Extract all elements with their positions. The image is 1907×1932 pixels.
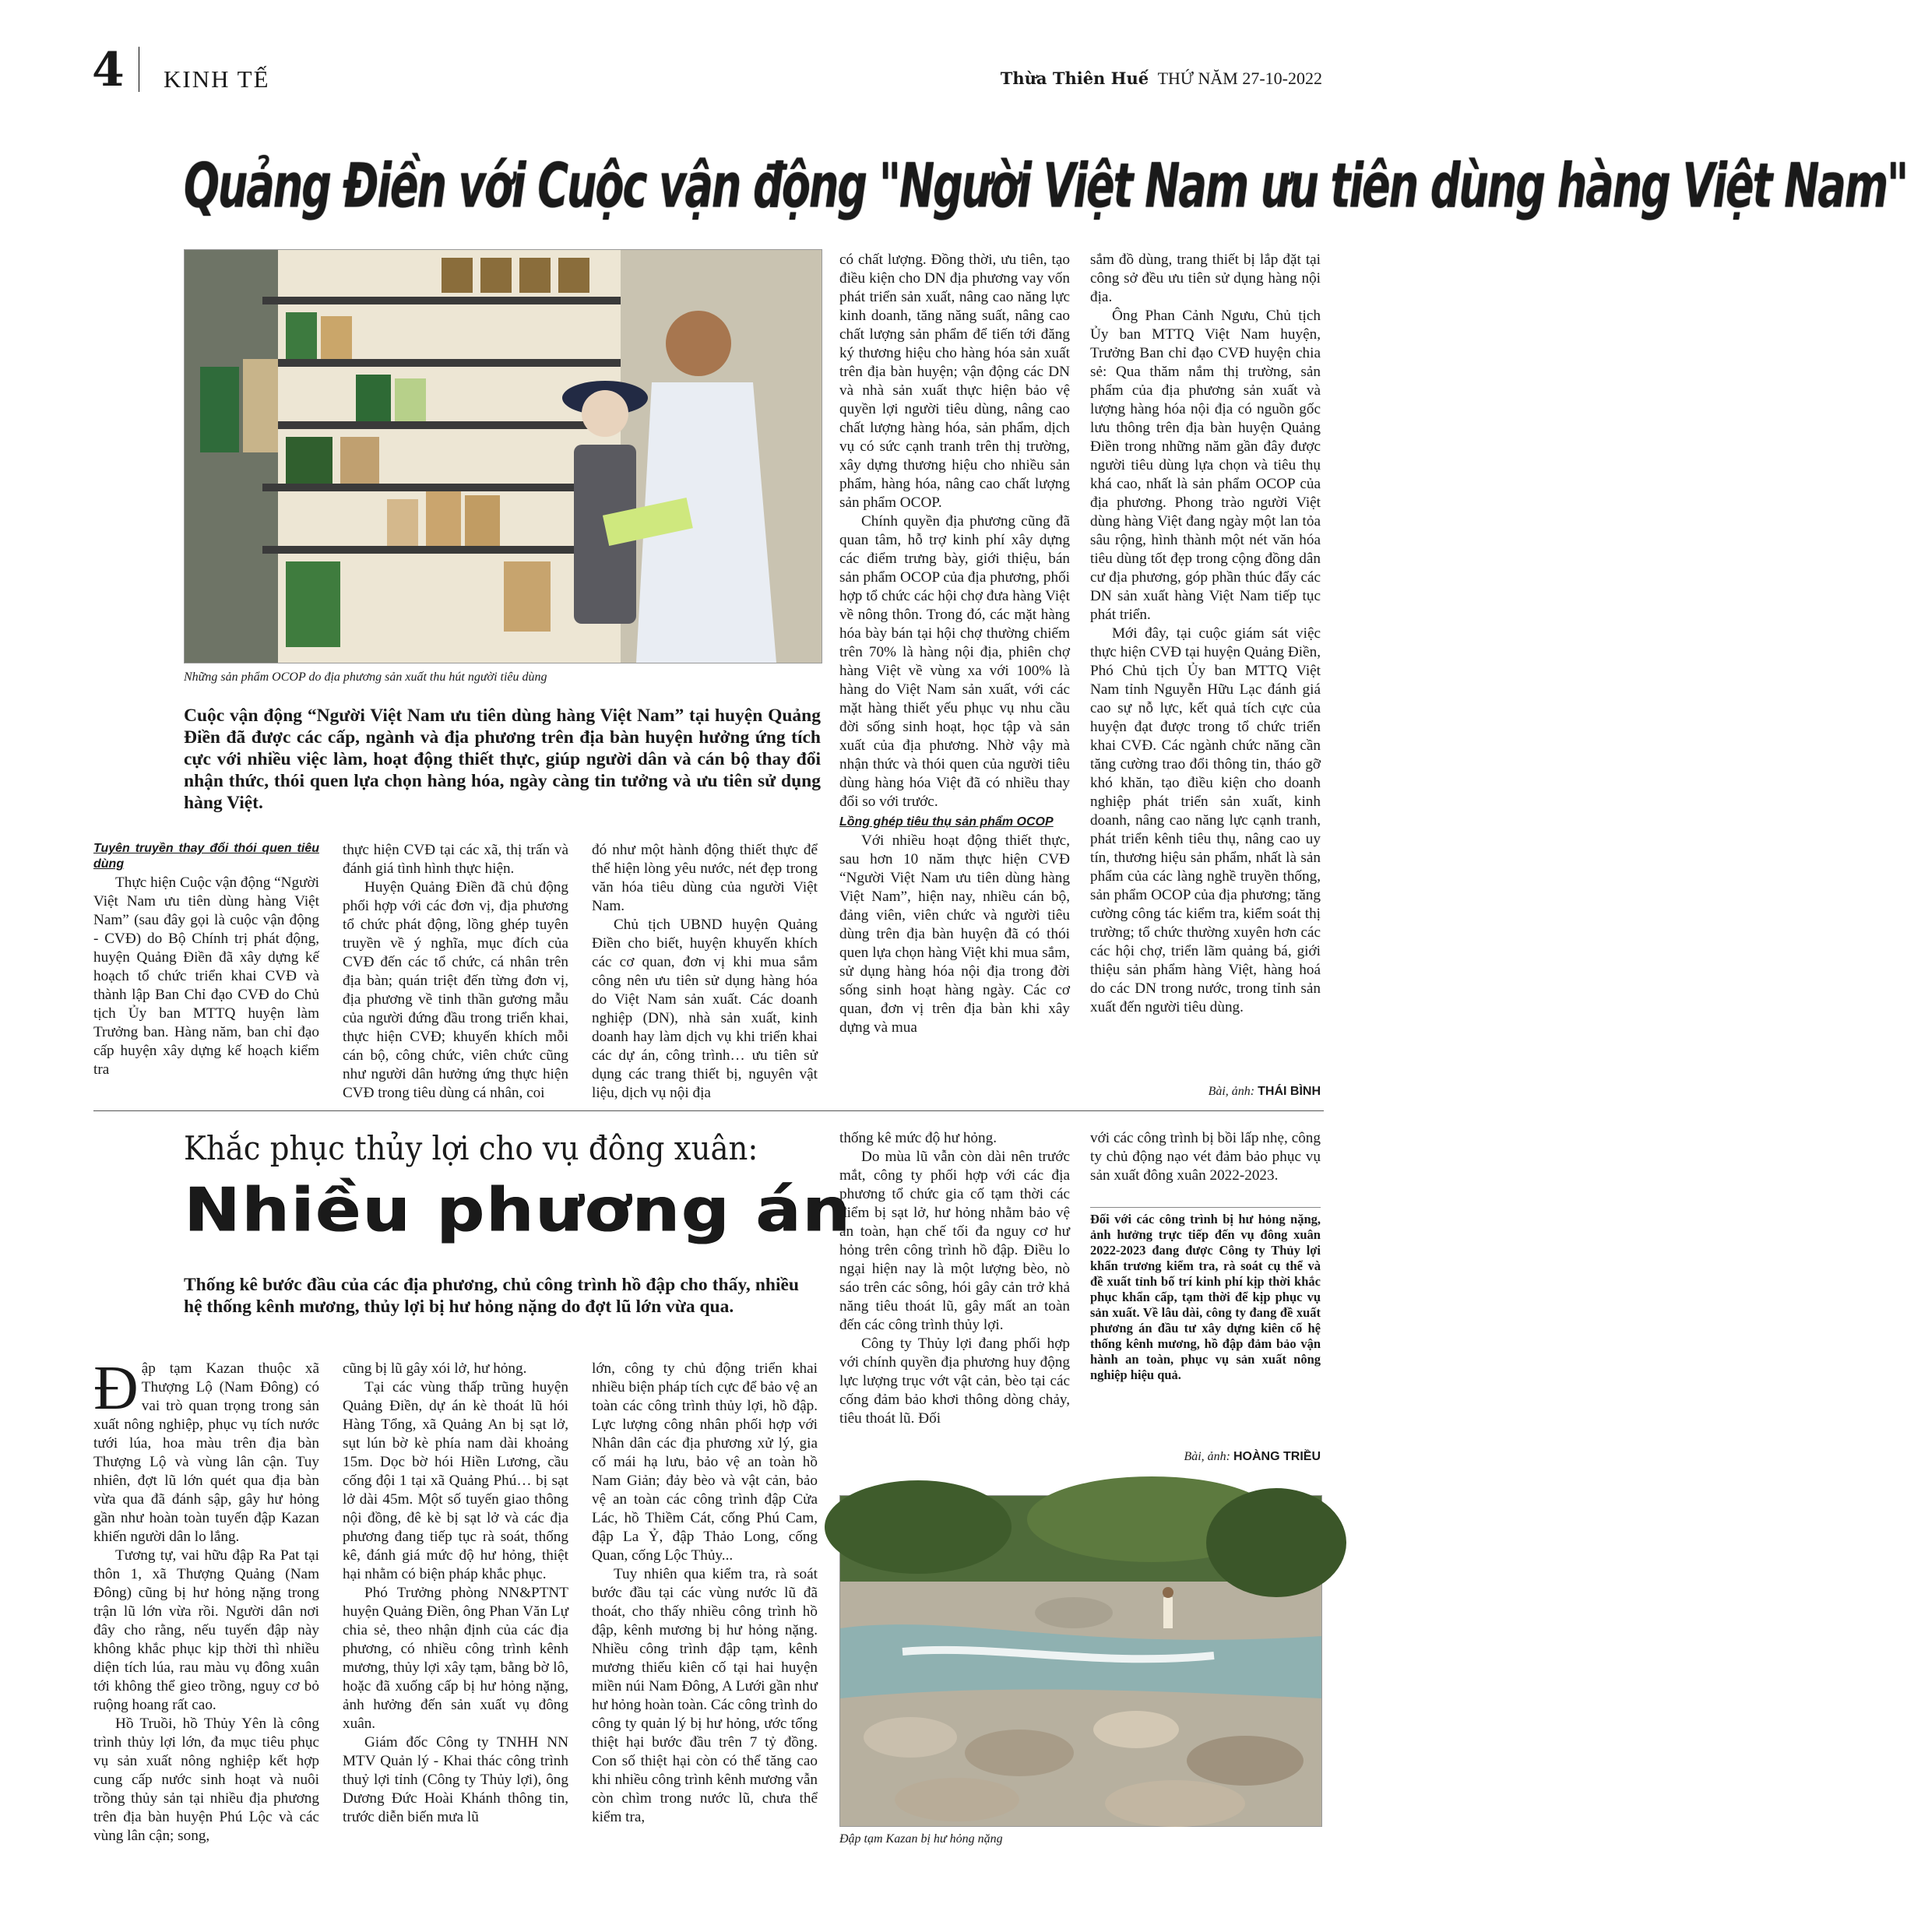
article1-col5 <box>1090 251 1321 1017</box>
byline-label: Bài, ảnh: <box>1208 1085 1255 1098</box>
paragraph: với các công trình bị bồi lấp nhẹ, công ty chủ động nạo vét đảm bảo phục vụ sản xuất đông xuân 2022-2023. <box>1090 1130 1321 1184</box>
masthead <box>1001 69 1322 89</box>
article2-kicker: Khắc phục thủy lợi cho vụ đông xuân: <box>184 1129 758 1167</box>
article2-col2 <box>343 1360 568 1827</box>
byline-label: Bài, ảnh: <box>1184 1450 1230 1463</box>
article-divider <box>93 1110 1324 1111</box>
kazan-dam-photo <box>839 1495 1322 1827</box>
article1-col1 <box>93 841 319 1079</box>
inset-rule <box>1090 1207 1321 1208</box>
river-rocks-illustration <box>840 1496 1321 1826</box>
paragraph: sắm đồ dùng, trang thiết bị lắp đặt tại công sở đều ưu tiên sử dụng hàng nội địa. <box>1090 252 1321 305</box>
paragraph: Công ty Thủy lợi đang phối hợp với chính quyền địa phương huy động lực lượng trục vớt vật cản, bèo tại các cống đảm bảo khơi thông dòng chảy, tiêu thoát lũ. Đối <box>839 1336 1070 1427</box>
paragraph: Giám đốc Công ty TNHH NN MTV Quản lý - Khai thác công trình thuỷ lợi tỉnh (Công ty Thủy lợi), ông Dương Đức Hoài Khánh thông tin, trước diễn biến mưa lũ <box>343 1734 568 1825</box>
paragraph: Đối với các công trình bị hư hỏng nặng, ảnh hưởng trực tiếp đến vụ đông xuân 2022-2023 đang được Công ty Thủy lợi khẩn trương kiểm tra, rà soát cụ thể và đề xuất tỉnh bố trí kinh phí kịp thời khắc phục khẩn cấp, tạm thời để kịp phục vụ sản xuất. Về lâu dài, công ty đang đề xuất phương án đầu tư xây dựng kiên cố hệ thống kênh mương, hồ đập đảm bảo vận hành an toàn, phục vụ sản xuất nông nghiệp hiệu quả. <box>1090 1212 1321 1382</box>
byline-author: THÁI BÌNH <box>1258 1085 1321 1098</box>
article1-col3 <box>592 841 818 1103</box>
paragraph: Do mùa lũ vẫn còn dài nên trước mắt, công ty phối hợp với các địa phương tổ chức gia cố tạm thời các điểm bị sạt lở, hư hỏng nhằm bảo vệ an toàn, hạn chế tối đa nguy cơ hư hỏng trên công trình hồ đập. Điều lo ngại hiện nay là một lượng bèo, nò sáo trên các sông, hói gây cản trở khả năng tiêu thoát lũ, gây mất an toàn đến các công trình thủy lợi. <box>839 1149 1070 1333</box>
article2-col1 <box>93 1354 319 1846</box>
ocop-products-illustration <box>185 250 822 663</box>
article2-col4 <box>839 1129 1070 1428</box>
page-number: 4 <box>92 43 125 97</box>
paragraph: Hồ Truồi, hồ Thủy Yên là công trình thủy lợi lớn, đa mục tiêu phục vụ sản xuất nông nghiệp kết hợp cung cấp nước sinh hoạt và nuôi trồng thủy sản tại nhiều địa phương trên địa bàn huyện Phú Lộc và các vùng lân cận; song, <box>93 1716 319 1844</box>
subhead-long-ghep: Lồng ghép tiêu thụ sản phẩm OCOP <box>839 815 1054 829</box>
paragraph: đó như một hành động thiết thực để thể hiện lòng yêu nước, nét đẹp trong văn hóa tiêu dùng của người Việt Nam. <box>592 842 818 914</box>
ocop-products-photo <box>184 249 822 663</box>
paragraph: Tuy nhiên qua kiểm tra, rà soát bước đầu tại các vùng nước lũ đã thoát, cho thấy nhiều công trình hồ đập, kênh mương bị hư hỏng nặng. Nhiều công trình đập tạm, kênh mương thiếu kiên cố tại hai huyện miền núi Nam Đông, A Lưới gần như hư hỏng hoàn toàn. Các công trình do công ty quản lý bị hư hỏng, ước tổng thiệt hại bước đầu trên 7 tỷ đồng. Con số thiệt hại còn có thể tăng cao khi nhiều công trình kênh mương vẫn còn chìm trong nước lũ, chưa thể kiểm tra, <box>592 1566 818 1825</box>
paragraph: lớn, công ty chủ động triển khai nhiều biện pháp tích cực để bảo vệ an toàn các công trình thủy lợi, hồ đập. Lực lượng công nhân phối hợp với Nhân dân các địa phương xử lý, gia cố mái hạ lưu, bảo vệ an toàn hồ Nam Giản; đảy bèo và vật cản, bảo vệ an toàn các công trình đập Cửa Lác, hồ Thiềm Cát, cống Phú Cam, đập La Ỷ, đập Thảo Long, cống Quan, cống Lộc Thủy... <box>592 1360 818 1564</box>
paragraph: thực hiện CVĐ tại các xã, thị trấn và đánh giá tình hình thực hiện. <box>343 842 568 877</box>
article1-col4 <box>839 251 1070 1037</box>
byline-author: HOÀNG TRIỀU <box>1233 1450 1321 1463</box>
paragraph <box>93 1354 319 1547</box>
paragraph: Tương tự, vai hữu đập Ra Pat tại thôn 1, xã Thượng Quảng (Nam Đông) cũng bị hư hỏng nặng trong trận lũ lớn vừa rồi. Người dân nơi đây cho rằng, nếu tuyến đập này không khắc phục kịp thời thì nhiều diện tích lúa, rau màu vụ đông xuân tới không thể gieo trồng, nguy cơ bỏ ruộng hoang rất cao. <box>93 1547 319 1713</box>
paragraph: Huyện Quảng Điền đã chủ động phối hợp với các đơn vị, địa phương tổ chức phát động, lồng ghép tuyên truyền về ý nghĩa, mục đích của CVĐ đến các tổ chức, cá nhân trên địa bàn; quán triệt đến từng đơn vị, địa phương về tinh thần gương mẫu của người đứng đầu trong triển khai, thực hiện CVĐ; khuyến khích mỗi cán bộ, công chức, viên chức cũng như người dân hưởng ứng thực hiện CVĐ trong tiêu dùng cá nhân, coi <box>343 879 568 1101</box>
paragraph: Chính quyền địa phương cũng đã quan tâm, hỗ trợ kinh phí xây dựng các điểm trưng bày, giới thiệu, bán sản phẩm OCOP của địa phương, phối hợp tổ chức các hội chợ đưa hàng Việt về nông thôn. Trong đó, các mặt hàng hóa bày bán tại hội chợ thường chiếm trên 70% là hàng nội địa, phiên chợ hàng Việt về vùng xa với 100% là hàng do Việt Nam sản xuất, với các mặt hàng thiết yếu phục vụ nhu cầu đời sống sinh hoạt, học tập và sản xuất của địa phương. Nhờ vậy mà nhận thức và thói quen của người tiêu dùng hàng hóa Việt đã có nhiều thay đổi so với trước. <box>839 513 1070 810</box>
paragraph: có chất lượng. Đồng thời, ưu tiên, tạo điều kiện cho DN địa phương vay vốn phát triển sản xuất, nâng cao năng lực kinh doanh, tăng năng suất, nâng cao chất lượng sản phẩm để tiến tới đăng ký thương hiệu cho hàng hóa sản xuất trên địa bàn huyện; vận động các DN và nhà sản xuất thực hiện bảo vệ quyền lợi người tiêu dùng, nâng cao chất lượng hàng hóa, sản phẩm, dịch vụ có sức cạnh tranh trên thị trường, xây dựng thương hiệu cho nhiều sản phẩm, hàng hóa, nâng cao chất lượng sản phẩm OCOP. <box>839 252 1070 511</box>
paragraph: thống kê mức độ hư hỏng. <box>839 1130 997 1146</box>
paragraph: Thực hiện Cuộc vận động “Người Việt Nam ưu tiên dùng hàng Việt Nam” (sau đây gọi là cuộc vận động - CVĐ) do Bộ Chính trị phát động, huyện Quảng Điền đã xây dựng kế hoạch tổ chức triển khai CVĐ và thành lập Ban Chỉ đạo CVĐ do Chủ tịch Ủy ban MTTQ huyện làm Trưởng ban. Hàng năm, ban chỉ đạo cấp huyện xây dựng kế hoạch kiểm tra <box>93 875 319 1078</box>
dropcap: Đ <box>93 1354 139 1423</box>
article2-col3 <box>592 1360 818 1827</box>
article1-byline <box>1090 1085 1321 1099</box>
article2-headline: Nhiều phương án <box>184 1175 852 1246</box>
paragraph: cũng bị lũ gây xói lở, hư hỏng. <box>343 1360 527 1377</box>
paragraph: Mới đây, tại cuộc giám sát việc thực hiện CVĐ tại huyện Quảng Điền, Phó Chủ tịch Ủy ban MTTQ Việt Nam tỉnh Nguyễn Hữu Lạc đánh giá cao sự nỗ lực, kết quả tích cực của huyện đạt được trong tổ chức triển khai CVĐ. Các ngành chức năng cần tăng cường trao đổi thông tin, tháo gỡ khó khăn, tạo điều kiện cho doanh nghiệp phát triển sản xuất, kinh doanh, nâng cao năng lực cạnh tranh, phát triển kênh tiêu thụ, nâng cao uy tín, thương hiệu sản phẩm, nhất là sản phẩm của các làng nghề truyền thống, sản phẩm OCOP của địa phương; tăng cường công tác kiểm tra, kiểm soát thị trường; tổ chức thường xuyên hơn các các hội chợ, triển lãm quảng bá, giới thiệu sản phẩm hàng Việt, hàng hoá do các DN trong nước, trong tỉnh sản xuất đến người tiêu dùng. <box>1090 625 1321 1015</box>
paragraph: Phó Trưởng phòng NN&PTNT huyện Quảng Điền, ông Phan Văn Lự chia sẻ, theo nhận định của các địa phương, có nhiều công trình kênh mương, thủy lợi xây tạm, bằng bờ lô, hoặc đã xuống cấp bị hư hỏng nặng, ảnh hưởng đến sản xuất vụ đông xuân. <box>343 1585 568 1732</box>
issue-date: THỨ NĂM 27-10-2022 <box>1157 69 1322 88</box>
article2-col5 <box>1090 1129 1321 1185</box>
paragraph: Với nhiều hoạt động thiết thực, sau hơn 10 năm thực hiện CVĐ “Người Việt Nam ưu tiên dùng hàng Việt Nam”, hiện nay, nhiều cán bộ, đảng viên, viên chức và người tiêu dùng trên địa bàn huyện đã có thói quen lựa chọn hàng Việt khi mua sắm, sử dụng hàng hóa nội địa trong đời sống sinh hoạt hàng ngày. Các cơ quan, đơn vị trên địa bàn khi xây dựng và mua <box>839 832 1070 1036</box>
paragraph: Ông Phan Cảnh Ngưu, Chủ tịch Ủy ban MTTQ Việt Nam huyện, Trưởng Ban chỉ đạo CVĐ huyện chia sẻ: Qua thăm nắm thị trường, sản phẩm của địa phương sản xuất và lượng hàng hóa nội địa có nguồn gốc lưu thông trên địa bàn huyện Quảng Điền trong những năm gần đây được người tiêu dùng lựa chọn và tiêu thụ khá cao, nhất là sản phẩm OCOP của địa phương. Phong trào người Việt dùng hàng Việt đang ngày một lan tỏa sâu rộng, hình thành một nét văn hóa tiêu dùng tốt đẹp trong cộng đồng dân cư địa phương, góp phần thúc đẩy các DN sản xuất hàng Việt Nam tiếp tục phát triển. <box>1090 308 1321 623</box>
paragraph-text: ập tạm Kazan thuộc xã Thượng Lộ (Nam Đông) có vai trò quan trọng trong sản xuất nông nghiệp, phục vụ tích nước tưới lúa, hoa màu trên địa bàn Thượng Lộ và vùng lân cận. Tuy nhiên, đợt lũ lớn quét qua địa bàn vừa qua đã đánh sập, gây hư hỏng gần như hoàn toàn tuyến đập Kazan khiến người dân lo lắng. <box>93 1360 319 1545</box>
paragraph: Tại các vùng thấp trũng huyện Quảng Điền, dự án kè thoát lũ hói Hàng Tổng, xã Quảng An bị sạt lở, sụt lún bờ kè phía nam dài khoảng 15m. Dọc bờ hói Hiền Lương, cầu cống đội 1 tại xã Quảng Phú… bị sạt lở dài 45m. Một số tuyến giao thông nội đồng, đê kè bị sạt lở và các địa phương đang tiếp tục rà soát, thống kê, đánh giá mức độ hư hỏng, thiệt hại nhằm có biện pháp khắc phục. <box>343 1379 568 1582</box>
article2-inset <box>1090 1212 1321 1383</box>
article2-sapo: Thống kê bước đầu của các địa phương, chủ công trình hồ đập cho thấy, nhiều hệ thống kênh mương, thủy lợi bị hư hỏng nặng do đợt lũ lớn vừa qua. <box>184 1275 799 1317</box>
kazan-photo-caption: Đập tạm Kazan bị hư hỏng nặng <box>839 1832 1003 1846</box>
article1-col2 <box>343 841 568 1103</box>
ocop-photo-caption: Những sản phẩm OCOP do địa phương sản xuất thu hút người tiêu dùng <box>184 670 547 684</box>
paragraph: Chủ tịch UBND huyện Quảng Điền cho biết, huyện khuyến khích các cơ quan, đơn vị khi mua sắm công nên ưu tiên sử dụng hàng hóa do Việt Nam sản xuất. Các doanh nghiệp (DN), nhà sản xuất, kinh doanh hay làm dịch vụ khi triển khai các dự án, công trình… ưu tiên sử dụng các trang thiết bị, nguyên vật liệu, dịch vụ nội địa <box>592 917 818 1101</box>
subhead-tuyen-truyen: Tuyên truyền thay đổi thói quen tiêu dùng <box>93 842 319 871</box>
paper-name: Thừa Thiên Huế <box>1000 69 1149 88</box>
section-title: KINH TẾ <box>164 65 270 93</box>
article1-sapo: Cuộc vận động “Người Việt Nam ưu tiên dùng hàng Việt Nam” tại huyện Quảng Điền đã được các cấp, ngành và địa phương trên địa bàn huyện hưởng ứng tích cực với nhiều việc làm, hoạt động thiết thực, giúp người dân và cán bộ thay đổi nhận thức, thói quen lựa chọn hàng hóa, ngày càng tin tưởng và ưu tiên sử dụng hàng Việt. <box>184 706 821 813</box>
article1-headline: Quảng Điền với Cuộc vận động "Người Việt Nam ưu tiên dùng hàng Việt Nam" <box>184 150 1907 222</box>
article2-byline <box>1090 1450 1321 1464</box>
